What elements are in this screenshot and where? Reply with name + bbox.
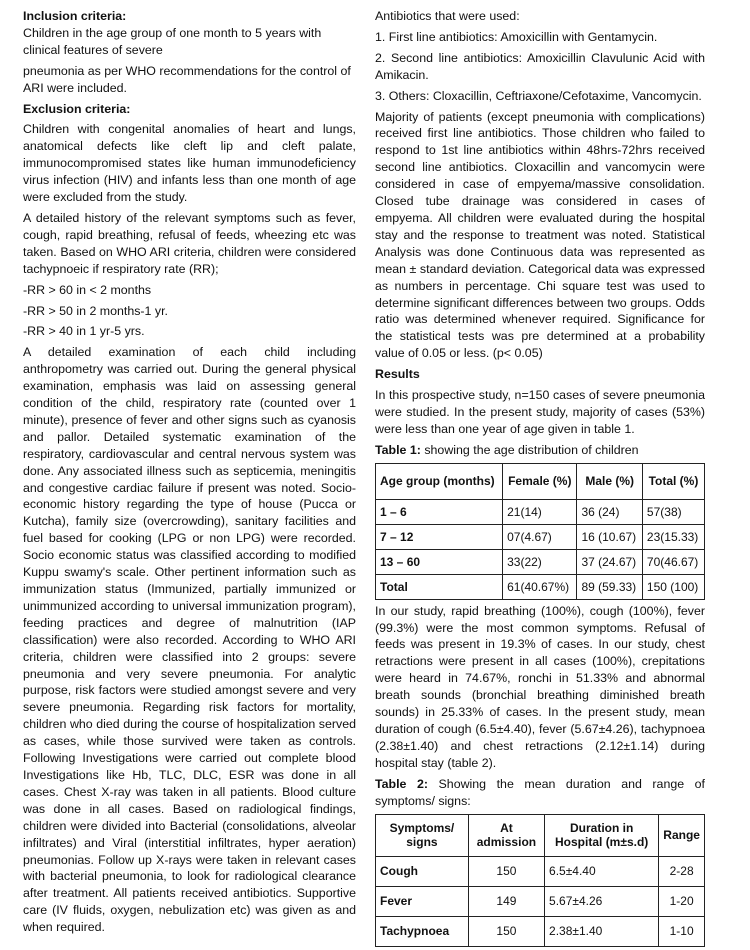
rr-criterion-3: -RR > 40 in 1 yr-5 yrs. — [23, 324, 145, 339]
results-heading: Results — [375, 367, 420, 382]
table-cell: 150 — [468, 856, 544, 886]
study-paragraph: In our study, rapid breathing (100%), cough (100%), fever (99.3%) were the most common symptoms. Refusal of feeds was present in 19.3% of cases. In our study, chest retractions were present in all cases (100%), crepitations were heard in 74.67%, ronchi in 51.33% and abnormal breath sounds (bronchial breathing diminished breath sounds) in 25.33% of cases. In the present study, mean duration of cough (6.5±4.40), fever (5.67±4.26), tachypnoea (2.38±1.40) and chest retractions (2.12±1.14) during hospital stay (table 2). — [375, 603, 705, 770]
table-cell: 70(46.67) — [642, 549, 704, 574]
table-cell: 61(40.67%) — [503, 574, 577, 599]
table-row — [376, 574, 705, 599]
table2-caption-text: Showing the mean duration and range of symptoms/ signs: — [375, 776, 705, 808]
table-cell: 1-10 — [659, 916, 705, 946]
table-header-cell: Male (%) — [577, 463, 642, 499]
inclusion-paragraph-2: pneumonia as per WHO recommendations for the control of ARI were included. — [23, 63, 351, 95]
antibiotic-item-2: 2. Second line antibiotics: Amoxicillin Clavulunic Acid with Amikacin. — [375, 50, 705, 82]
table-cell: 150 — [468, 916, 544, 946]
antibiotic-item-3: 3. Others: Cloxacillin, Ceftriaxone/Cefotaxime, Vancomycin. — [375, 88, 702, 103]
table-row — [376, 499, 705, 524]
table-header-row — [376, 814, 705, 856]
table-cell: 2-28 — [659, 856, 705, 886]
table-cell: 33(22) — [503, 549, 577, 574]
table-row — [376, 524, 705, 549]
table-cell: 37 (24.67) — [577, 549, 642, 574]
table-cell: 7 – 12 — [376, 524, 503, 549]
table-row — [376, 916, 705, 946]
table-header-cell: Range — [659, 814, 705, 856]
table-cell: 2.38±1.40 — [545, 916, 659, 946]
table-cell: 89 (59.33) — [577, 574, 642, 599]
results-paragraph: In this prospective study, n=150 cases of severe pneumonia were studied. In the present study, majority of cases (53%) were less than one year of age given in table 1. — [375, 388, 705, 436]
symptom-duration-table — [375, 814, 705, 947]
antibiotic-item-1: 1. First line antibiotics: Amoxicillin with Gentamycin. — [375, 29, 658, 44]
table-row — [376, 886, 705, 916]
table-row — [376, 856, 705, 886]
table2-label: Table 2: — [375, 776, 428, 791]
table-cell: 5.67±4.26 — [545, 886, 659, 916]
exclusion-heading: Exclusion criteria: — [23, 101, 131, 116]
exclusion-paragraph: Children with congenital anomalies of heart and lungs, anatomical defects like cleft lip and cleft palate, immunocompromised states like human immunodeficiency virus infection (HIV) and infants less than one month of age were excluded from the study. — [23, 122, 356, 205]
examination-paragraph: A detailed examination of each child including anthropometry was carried out. During the general physical examination, emphasis was laid on assessing general condition of the child, respiratory rate (counted over 1 minute), presence of fever and other signs such as cyanosis and pallor. Detailed systematic examination of the respiratory, cardiovascular and central nervous system was done. Any associated illness such as septicemia, meningitis and congestive cardiac failure if present was noted. Socio-economic history regarding the type of house (Pucca or Kutcha), family size (overcrowding), sanitary facilities and fuel based for cooking (LPG or non LPG) were recorded. Socio economic status was classified according to modified Kuppu swamy's scale. Other pertinent information such as immunization status (Immunized, partially immunized or unimmunized according to universal immunization program), feeding practices and degree of malnutrition (IAP classification) were also recorded. According to WHO ARI criteria, children were classified into 2 groups: severe pneumonia and very severe pneumonia. For analytic purpose, risk factors were studied amongst severe and very severe pneumonia. Regarding risk factors for mortality, children who died during the course of hospitalization served as cases, while those survived were taken as controls. Following Investigations were carried out complete blood Investigations like Hb, TLC, DLC, ESR was done in all cases. Chest X-ray was taken in all patients. Blood culture was done in all cases. Based on radiological findings, children were divided into Bacterial (consolidations, alveolar infiltrates) and Viral (interstitial infiltrates, hyper aeration) pneumonias. Follow up X-rays were taken in relevant cases with bacterial pneumonia, to look for radiological clearance after treatment. All patients received antibiotics. Supportive care (IV fluids, oxygen, nebulization etc) was given as and when required. — [23, 345, 356, 935]
table-header-cell: Age group (months) — [376, 463, 503, 499]
table-cell: 6.5±4.40 — [545, 856, 659, 886]
table-cell: Total — [376, 574, 503, 599]
table-header-cell: Female (%) — [503, 463, 577, 499]
table-cell: 36 (24) — [577, 499, 642, 524]
table-cell: 13 – 60 — [376, 549, 503, 574]
antibiotics-intro: Antibiotics that were used: — [375, 9, 520, 23]
table-cell: 57(38) — [642, 499, 704, 524]
table-cell: 150 (100) — [642, 574, 704, 599]
table-cell: 149 — [468, 886, 544, 916]
inclusion-paragraph-1: Children in the age group of one month to 5 years with clinical features of severe — [23, 25, 322, 57]
table-cell: 1 – 6 — [376, 499, 503, 524]
table-row — [376, 549, 705, 574]
table-header-cell: Total (%) — [642, 463, 704, 499]
table-header-cell: At admission — [468, 814, 544, 856]
table-cell: 23(15.33) — [642, 524, 704, 549]
rr-criterion-2: -RR > 50 in 2 months-1 yr. — [23, 303, 168, 318]
table1-caption-text: showing the age distribution of children — [420, 442, 639, 457]
table1-caption — [375, 442, 705, 459]
table-header-cell: Symptoms/ signs — [376, 814, 469, 856]
inclusion-heading: Inclusion criteria: — [23, 9, 127, 23]
table-cell: Tachypnoea — [376, 916, 469, 946]
majority-paragraph: Majority of patients (except pneumonia with complications) received first line antibiotics. Those children who failed to respond to 1st line antibiotics within 48hrs-72hrs received second line antibiotics. Cloxacillin and vancomycin were considered in case of empyema/massive consolidation. Closed tube drainage was considered in cases of empyema. All children were evaluated during the hospital stay and the response to treatment was noted. Statistical Analysis was done Continuous data was represented as mean ± standard deviation. Categorical data was expressed as numbers in percentage. Chi square test was used to determine significant differences between two groups. Odds ratio was determined whenever required. Significance for the statistical tests was pre determined at a probability value of 0.05 or less. (p< 0.05) — [375, 109, 705, 361]
table-cell: 1-20 — [659, 886, 705, 916]
table-cell: 07(4.67) — [503, 524, 577, 549]
rr-criterion-1: -RR > 60 in < 2 months — [23, 282, 152, 297]
table-cell: 21(14) — [503, 499, 577, 524]
history-paragraph: A detailed history of the relevant symptoms such as fever, cough, rapid breathing, refusal of feeds, wheezing etc was taken. Based on WHO ARI criteria, children were considered tachypnoeic if respiratory rate (RR); — [23, 210, 356, 276]
table-cell: 16 (10.67) — [577, 524, 642, 549]
table-header-cell: Duration in Hospital (m±s.d) — [545, 814, 659, 856]
table-cell: Fever — [376, 886, 469, 916]
age-distribution-table — [375, 463, 705, 600]
left-column — [23, 8, 356, 940]
table-header-row — [376, 463, 705, 499]
table-cell: Cough — [376, 856, 469, 886]
table1-label: Table 1: — [375, 442, 421, 457]
right-column — [375, 8, 705, 950]
table2-caption — [375, 776, 705, 810]
